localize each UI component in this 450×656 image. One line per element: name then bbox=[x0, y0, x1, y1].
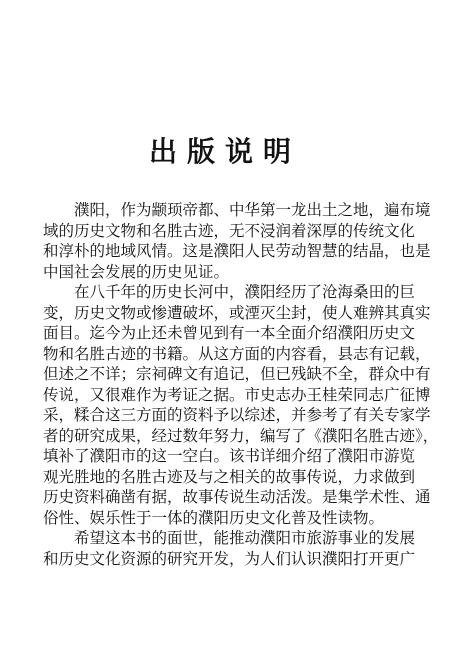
text-line: 填补了濮阳市的这一空白。该书详细介绍了濮阳市游览 bbox=[43, 447, 416, 465]
text-line: 传说，又很难作为考证之据。市史志办王桂荣同志广征博 bbox=[43, 385, 431, 404]
text-line: 采，糅合这三方面的资料予以综述，并参考了有关专家学 bbox=[43, 406, 431, 424]
text-line: 历史资料确凿有据，故事传说生动活泼。是集学术性、通 bbox=[43, 488, 431, 506]
text-line: 在八千年的历史长河中，濮阳经历了沧海桑田的巨 bbox=[74, 283, 416, 301]
text-line: 俗性、娱乐性于一体的濮阳历史文化普及性读物。 bbox=[43, 508, 385, 527]
text-line: 观光胜地的名胜古迹及与之相关的故事传说，力求做到 bbox=[43, 467, 416, 486]
paragraph bbox=[43, 200, 431, 282]
page-title: 出版说明 bbox=[148, 135, 301, 168]
text-line: 域的历史文物和名胜古迹，无不浸润着深厚的传统文化 bbox=[43, 221, 416, 240]
document-body bbox=[43, 200, 439, 569]
text-line: 中国社会发展的历史见证。 bbox=[43, 262, 230, 281]
text-line: 希望这本书的面世，能推动濮阳市旅游事业的发展 bbox=[74, 529, 416, 547]
text-line: 变，历史文物或惨遭破坏，或湮灭尘封，使人难辨其真实 bbox=[43, 303, 431, 322]
text-line: 濮阳，作为颛顼帝都、中华第一龙出土之地，遍布境 bbox=[74, 201, 431, 219]
text-line: 和历史文化资源的研究开发，为人们认识濮阳打开更广 bbox=[43, 549, 416, 568]
text-line: 物和名胜古迹的书籍。从这方面的内容看，县志有记载， bbox=[43, 344, 431, 363]
text-line: 但述之不详；宗祠碑文有追记，但已残缺不全，群众中有 bbox=[43, 365, 431, 383]
text-line: 者的研究成果，经过数年努力，编写了《濮阳名胜古迹》， bbox=[43, 426, 439, 445]
paragraph bbox=[43, 528, 415, 569]
text-line: 和淳朴的地域风情。这是濮阳人民劳动智慧的结晶，也是 bbox=[43, 242, 431, 260]
text-line: 面目。迄今为止还未曾见到有一本全面介绍濮阳历史文 bbox=[43, 324, 416, 342]
paragraph bbox=[43, 282, 439, 528]
